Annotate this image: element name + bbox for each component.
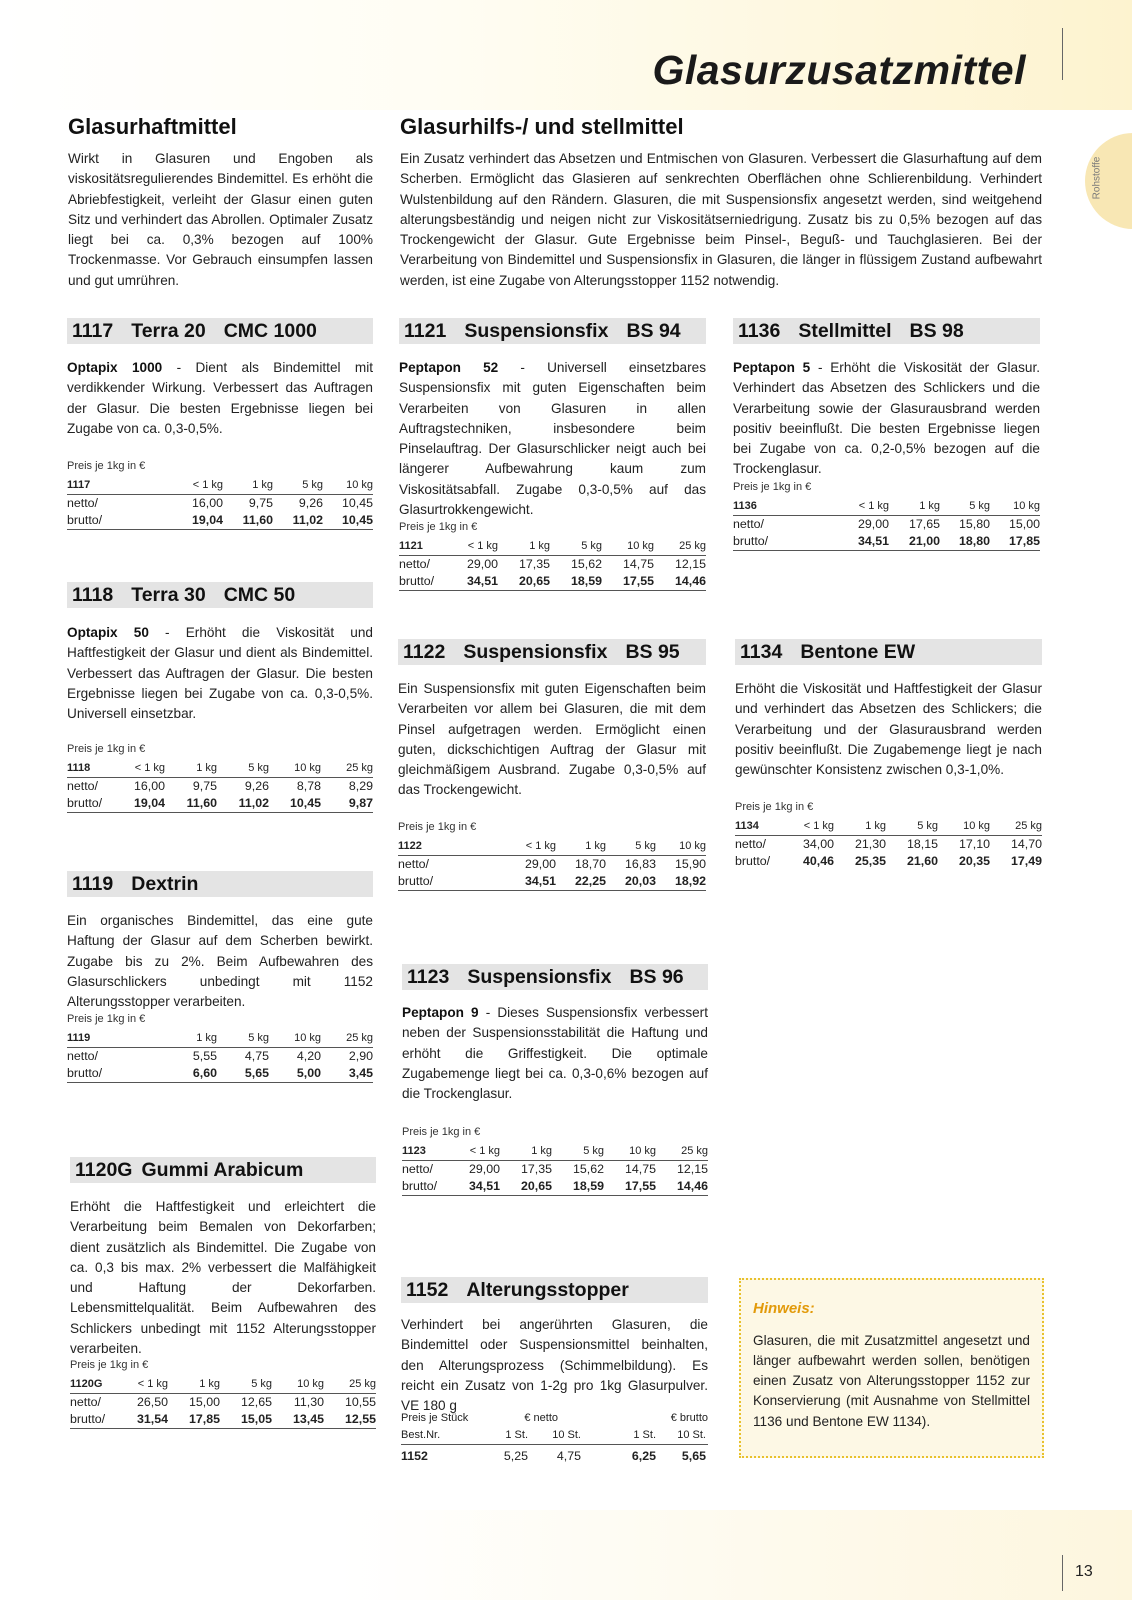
header-cell: < 1 kg — [134, 762, 165, 774]
page-number: 13 — [1075, 1563, 1093, 1580]
price-cell: 11,30 — [293, 1395, 324, 1409]
product-description-1123 — [402, 1003, 708, 1104]
price-cell: 15,62 — [572, 1162, 604, 1176]
price-cell: 26,50 — [136, 1395, 168, 1409]
table-label: 1117 — [67, 479, 91, 491]
header-cell: 25 kg — [346, 762, 373, 774]
netto-row — [398, 856, 706, 873]
price-cell: 9,75 — [192, 779, 217, 793]
price-cell: 14,46 — [674, 574, 706, 588]
price-cell: 34,51 — [524, 874, 556, 888]
price-cell: 21,00 — [908, 534, 940, 548]
netto-label: netto/ — [735, 837, 767, 851]
brutto-label: brutto/ — [67, 796, 103, 810]
table-label: 1123 — [402, 1145, 426, 1157]
product-text: - Erhöht die Viskosität der Glasur. Verhindert das Absetzen des Schlickers und die Verarbeitung sowie der Glasurausbrand werden positiv beeinflußt. Die besten Ergebnisse liegen bei Zugabe von ca. 0,2-0,5% bezogen auf die Trockenglasur. — [733, 360, 1040, 477]
product-name: Suspensionsfix — [463, 641, 608, 663]
price-cell: 18,59 — [570, 574, 602, 588]
header-cell: 5 kg — [302, 479, 323, 491]
price-table-1118 — [67, 741, 373, 813]
brutto-row — [398, 873, 706, 891]
table-label: 1122 — [398, 840, 422, 852]
product-description-1122: Ein Suspensionsfix mit guten Eigenschaften beim Verarbeiten vor allem bei Glasuren, die mit dem Pinsel aufgetragen werden. Ermöglicht einen guten, dickschichtigen Auftrag der Glasur mit gleichmäßigem Ausbrand. Zugabe 0,3-0,5% auf das Trockengewicht. — [398, 681, 706, 798]
brutto-row — [67, 795, 373, 813]
price-cell: 18,70 — [574, 857, 606, 871]
product-number: 1136 — [738, 320, 781, 342]
product-description-1121 — [399, 358, 706, 520]
netto-row — [399, 556, 706, 573]
price-caption: Preis je 1kg in € — [398, 821, 477, 833]
header-cell: 1 St. — [505, 1429, 528, 1441]
netto-caption: € netto — [524, 1412, 558, 1424]
price-cell: 16,83 — [624, 857, 656, 871]
price-cell: 34,51 — [857, 534, 889, 548]
price-cell: 12,55 — [344, 1412, 376, 1426]
header-cell: < 1 kg — [469, 1145, 500, 1157]
price-header-row — [733, 498, 1040, 516]
netto-row — [67, 778, 373, 795]
price-cell: 8,78 — [296, 779, 321, 793]
header-cell: 1 kg — [529, 540, 550, 552]
price-cell: 3,45 — [348, 1066, 373, 1080]
price-table-1117 — [67, 458, 373, 530]
price-cell: 4,75 — [244, 1049, 269, 1063]
brutto-label: brutto/ — [67, 513, 103, 527]
price-cell: 29,00 — [468, 1162, 500, 1176]
price-cell: 16,00 — [191, 496, 223, 510]
netto-label: netto/ — [398, 857, 430, 871]
product-brand: Optapix 1000 — [67, 360, 163, 375]
product-number: 1119 — [72, 873, 114, 895]
price-cell: 13,45 — [292, 1412, 324, 1426]
product-number: 1152 — [406, 1279, 449, 1301]
price-cell: 40,46 — [802, 854, 834, 868]
price-cell: 11,60 — [242, 513, 273, 527]
header-cell: < 1 kg — [858, 500, 889, 512]
header-cell: 10 kg — [679, 840, 706, 852]
price-cell: 17,85 — [1008, 534, 1040, 548]
price-cell: 12,15 — [674, 557, 706, 571]
table-label: 1120G — [70, 1378, 103, 1390]
product-text: - Dieses Suspensionsfix verbessert neben der Suspensionsstabilität die Haftung und erhöht die Griffestigkeit. Die optimale Zugabemenge liegt bei ca. 0,3-0,6% bezogen auf die Trockenglasur. — [402, 1005, 708, 1102]
price-cell: 22,25 — [574, 874, 606, 888]
product-name: Dextrin — [131, 873, 199, 895]
netto-label: netto/ — [67, 779, 99, 793]
product-name: Suspensionsfix — [464, 320, 609, 342]
price-cell: 11,60 — [186, 796, 217, 810]
price-cell: 12,15 — [676, 1162, 708, 1176]
price-cell: 10,55 — [344, 1395, 376, 1409]
price-cell: 9,87 — [348, 796, 373, 810]
price-cell: 17,65 — [908, 517, 940, 531]
price-cell: 34,51 — [466, 574, 498, 588]
product-header-1120g — [70, 1157, 376, 1183]
price-cell: 15,62 — [570, 557, 602, 571]
product-header-1152 — [401, 1277, 708, 1303]
table-label: 1121 — [399, 540, 423, 552]
price-cell: 29,00 — [857, 517, 889, 531]
header-cell: 1 kg — [919, 500, 940, 512]
table-label: 1119 — [67, 1032, 91, 1044]
product-type: CMC 50 — [223, 584, 296, 606]
price-caption: Preis je 1kg in € — [399, 521, 478, 533]
netto-row — [67, 495, 373, 512]
brutto-label: brutto/ — [70, 1412, 106, 1426]
netto-row — [735, 836, 1042, 853]
header-cell: 10 St. — [677, 1429, 706, 1441]
netto-row — [70, 1394, 376, 1411]
product-number: 1117 — [72, 320, 114, 342]
header-cell: 25 kg — [679, 540, 706, 552]
price-caption: Preis je 1kg in € — [67, 1013, 146, 1025]
product-brand: Peptapon 5 — [733, 360, 811, 375]
price-cell: 14,46 — [676, 1179, 708, 1193]
section-text-glasurhilfsmittel: Ein Zusatz verhindert das Absetzen und Entmischen von Glasuren. Verbessert die Glasurhaftung auf dem Scherben. Ermöglicht das Glasieren auf senkrechten Oberflächen ohne Schlierenbildung. Verhindert Wulstenbildung auf den Rändern. Glasuren, die mit Suspensionsfix angesetzt werden, sind weitgehend alterungsbeständig und neigen nicht zur Viskositätserniedrigung. Zusatz bis zu 0,5% bezogen auf das Trockengewicht der Glasur. Gute Ergebnisse beim Pinsel-, Beguß- und Tauchglasieren. Bei der Verarbeitung von Bindemittel und Suspensionsfix in Glasuren, die länger in flüssigem Zustand aufbewahrt werden, ist eine Zugabe von Alterungsstopper 1152 notwendig. — [400, 151, 1042, 288]
product-description-1118 — [67, 623, 373, 724]
header-cell: 1 St. — [633, 1429, 656, 1441]
brutto-label: brutto/ — [733, 534, 769, 548]
price-cell: 15,00 — [188, 1395, 220, 1409]
product-name: Alterungsstopper — [466, 1279, 629, 1301]
product-description-1152: Verhindert bei angerührten Glasuren, die Bindemittel oder Suspensionsmittel beinhalten, den Alterungsprozess (Schimmelbildung). Es reicht ein Zusatz von 1-2g pro 1kg Glasurpulver. VE 180 g — [401, 1317, 708, 1414]
price-table-1152 — [401, 1410, 708, 1465]
title-divider — [1062, 28, 1063, 80]
price-cell: 17,55 — [624, 1179, 656, 1193]
brutto-label: brutto/ — [67, 1066, 103, 1080]
price-cell: 17,35 — [518, 557, 550, 571]
netto-label: netto/ — [67, 496, 99, 510]
header-cell: 1 kg — [531, 1145, 552, 1157]
price-cell: 6,60 — [192, 1066, 217, 1080]
header-cell: 5 kg — [581, 540, 602, 552]
price-caption: Preis je 1kg in € — [735, 801, 814, 813]
table-label: 1134 — [735, 820, 759, 832]
header-cell: 1 kg — [199, 1378, 220, 1390]
header-cell: 5 kg — [248, 1032, 269, 1044]
price-cell: 20,03 — [624, 874, 656, 888]
header-cell: 5 kg — [969, 500, 990, 512]
price-header-row — [398, 838, 706, 856]
header-cell: 25 kg — [681, 1145, 708, 1157]
header-cell: 1 kg — [196, 762, 217, 774]
product-description-1117 — [67, 358, 373, 439]
product-name: Suspensionsfix — [467, 966, 612, 988]
product-name: Bentone EW — [800, 641, 916, 663]
price-table-1122 — [398, 819, 706, 891]
price-cell: 8,29 — [348, 779, 373, 793]
footer-background — [0, 1510, 1132, 1600]
price-header-row — [401, 1427, 708, 1445]
price-cell: 14,75 — [622, 557, 654, 571]
price-cell: 5,25 — [503, 1449, 528, 1463]
price-caption: Preis je 1kg in € — [67, 460, 146, 472]
price-cell: 25,35 — [854, 854, 886, 868]
header-cell: 5 kg — [583, 1145, 604, 1157]
price-cell: 16,00 — [133, 779, 165, 793]
header-cell: 10 kg — [294, 1032, 321, 1044]
header-cell: 10 kg — [963, 820, 990, 832]
price-cell: 21,30 — [854, 837, 886, 851]
price-header-row — [399, 538, 706, 556]
product-text: - Universell einsetzbares Suspensionsfix mit guten Eigenschaften beim Verarbeiten von Glasuren in allen Auftragstechniken, insbesondere beim Pinselauftrag. Der Glasurschlicker neigt auch bei längerer Aufbewahrung kaum zum Viskositätsabfall. Zugabe 0,3-0,5% auf das Glasurtrokkengewicht. — [399, 360, 706, 518]
product-name: Terra 30 — [131, 584, 206, 606]
header-cell: 5 kg — [251, 1378, 272, 1390]
price-cell: 4,20 — [296, 1049, 321, 1063]
netto-label: netto/ — [67, 1049, 99, 1063]
price-cell: 19,04 — [133, 796, 165, 810]
header-cell: 10 kg — [629, 1145, 656, 1157]
brutto-label: brutto/ — [399, 574, 435, 588]
product-type: BS 96 — [629, 966, 684, 988]
page-title: Glasurzusatzmittel — [652, 47, 1026, 93]
header-cell: 1 kg — [196, 1032, 217, 1044]
price-cell: 19,04 — [191, 513, 223, 527]
product-description-1119: Ein organisches Bindemittel, das eine gute Haftung der Glasur auf dem Scherben bewirkt. Zugabe bis zu 2%. Beim Aufbewahren des Glasurschlickers unbedingt mit 1152 Alterungsstopper verarbeiten. — [67, 913, 373, 1010]
header-cell: < 1 kg — [192, 479, 223, 491]
price-cell: 20,65 — [518, 574, 550, 588]
header-cell: < 1 kg — [803, 820, 834, 832]
price-cell: 34,51 — [468, 1179, 500, 1193]
price-cell: 18,80 — [958, 534, 990, 548]
price-cell: 17,85 — [188, 1412, 220, 1426]
price-cell: 5,65 — [681, 1449, 706, 1463]
price-cell: 15,05 — [240, 1412, 272, 1426]
price-cell: 10,45 — [289, 796, 321, 810]
price-cell: 18,59 — [572, 1179, 604, 1193]
netto-label: netto/ — [70, 1395, 102, 1409]
price-cell: 5,55 — [192, 1049, 217, 1063]
price-cell: 9,26 — [298, 496, 323, 510]
product-description-1136 — [733, 358, 1040, 480]
order-number-label: Best.Nr. — [401, 1429, 441, 1441]
header-cell: 5 kg — [917, 820, 938, 832]
header-cell: 5 kg — [248, 762, 269, 774]
product-number: 1121 — [404, 320, 447, 342]
price-cell: 2,90 — [348, 1049, 373, 1063]
brutto-label: brutto/ — [398, 874, 434, 888]
brutto-caption: € brutto — [670, 1412, 708, 1424]
product-number: 1123 — [407, 966, 450, 988]
header-cell: 1 kg — [865, 820, 886, 832]
price-cell: 17,55 — [622, 574, 654, 588]
product-header-1134 — [735, 639, 1042, 665]
product-header-1119 — [67, 871, 373, 897]
price-cell: 4,75 — [556, 1449, 581, 1463]
brutto-row — [399, 573, 706, 591]
table-label: 1118 — [67, 762, 91, 774]
product-number: 1134 — [740, 641, 783, 663]
header-cell: < 1 kg — [137, 1378, 168, 1390]
product-text: - Dient als Bindemittel mit verdikkender Wirkung. Verbessert das Auftragen der Glasur. Die besten Ergebnisse liegen bei Zugabe von ca. 0,3-0,5%. — [67, 360, 374, 436]
price-cell: 17,10 — [958, 837, 990, 851]
brutto-row — [70, 1411, 376, 1429]
section-title-glasurhilfsmittel: Glasurhilfs-/ und stellmittel — [400, 114, 684, 139]
product-name: Gummi Arabicum — [141, 1159, 304, 1181]
header-cell: 1 kg — [585, 840, 606, 852]
price-cell: 17,49 — [1010, 854, 1042, 868]
price-cell: 10,45 — [341, 513, 373, 527]
netto-label: netto/ — [402, 1162, 434, 1176]
product-type: BS 98 — [909, 320, 964, 342]
product-header-1118 — [67, 582, 373, 608]
price-cell: 6,25 — [631, 1449, 656, 1463]
price-table-1119 — [67, 1011, 373, 1083]
netto-row — [67, 1048, 373, 1065]
product-number: 1118 — [72, 584, 114, 606]
price-cell: 9,75 — [248, 496, 273, 510]
header-cell: 10 kg — [627, 540, 654, 552]
price-header-row — [67, 760, 373, 778]
header-cell: 25 kg — [1015, 820, 1042, 832]
brutto-row — [67, 512, 373, 530]
header-cell: < 1 kg — [467, 540, 498, 552]
brutto-label: brutto/ — [402, 1179, 438, 1193]
note-box — [739, 1278, 1044, 1458]
price-table-1121 — [399, 519, 706, 591]
section-title-glasurhaftmittel: Glasurhaftmittel — [68, 114, 237, 139]
price-table-1136 — [733, 479, 1040, 551]
product-name: Stellmittel — [798, 320, 892, 342]
price-cell: 14,75 — [624, 1162, 656, 1176]
price-cell: 9,26 — [244, 779, 269, 793]
price-cell: 11,02 — [238, 796, 269, 810]
product-number: 1120G — [75, 1159, 133, 1181]
header-cell: 5 kg — [635, 840, 656, 852]
price-cell: 11,02 — [292, 513, 323, 527]
table-label: 1136 — [733, 500, 757, 512]
price-cell: 15,00 — [1008, 517, 1040, 531]
price-cell: 5,00 — [296, 1066, 321, 1080]
price-cell: 20,35 — [958, 854, 990, 868]
price-cell: 31,54 — [136, 1412, 168, 1426]
price-cell: 29,00 — [524, 857, 556, 871]
netto-label: netto/ — [399, 557, 431, 571]
price-cell: 5,65 — [244, 1066, 269, 1080]
product-name: Terra 20 — [131, 320, 206, 342]
note-title: Hinweis: — [753, 1300, 815, 1317]
price-header-row — [402, 1143, 708, 1161]
price-table-1123 — [402, 1124, 708, 1196]
price-caption: Preis je 1kg in € — [70, 1359, 149, 1371]
price-caption: Preis je Stück — [401, 1412, 469, 1424]
header-cell: < 1 kg — [525, 840, 556, 852]
product-header-1122 — [398, 639, 706, 665]
note-text: Glasuren, die mit Zusatzmittel angesetzt und länger aufbewahrt werden sollen, benötigen einen Zusatz von Alterungsstopper 1152 zur Konservierung (mit Ausnahme von Stellmittel 1136 und Bentone EW 1134). — [753, 1332, 1030, 1429]
price-cell: 18,92 — [674, 874, 706, 888]
product-brand: Peptapon 9 — [402, 1005, 479, 1020]
header-cell: 10 kg — [294, 762, 321, 774]
header-cell: 25 kg — [349, 1378, 376, 1390]
price-cell: 17,35 — [520, 1162, 552, 1176]
price-header-row — [67, 1030, 373, 1048]
netto-label: netto/ — [733, 517, 765, 531]
product-header-1136 — [733, 318, 1040, 344]
price-caption-row — [401, 1410, 708, 1427]
product-number: 1122 — [403, 641, 446, 663]
price-cell: 15,80 — [958, 517, 990, 531]
product-brand: Optapix 50 — [67, 625, 149, 640]
price-cell: 18,15 — [906, 837, 938, 851]
product-type: CMC 1000 — [223, 320, 317, 342]
section-text-glasurhaftmittel: Wirkt in Glasuren und Engoben als viskositätsregulierendes Bindemittel. Es erhöht die Abriebfestigkeit, verleiht der Glasur einen guten Sitz und verhindert das Abrollen. Optimaler Zusatz liegt bei ca. 0,3% bezogen auf 100% Trockenmasse. Vor Gebrauch einsumpfen lassen und gut umrühren. — [68, 151, 373, 288]
brutto-row — [735, 853, 1042, 870]
price-caption: Preis je 1kg in € — [733, 481, 812, 493]
brutto-row — [67, 1065, 373, 1083]
header-cell: 25 kg — [346, 1032, 373, 1044]
product-brand: Peptapon 52 — [399, 360, 499, 375]
netto-row — [402, 1161, 708, 1178]
product-description-1120g: Erhöht die Haftfestigkeit und erleichtert die Verarbeitung beim Bemalen von Dekorfarben; dient zusätzlich als Bindemittel. Die Zugabe von ca. 0,3 bis max. 2% verbessert die Malfähigkeit und Haftung der Dekorfarben. Lebensmittelqualität. Beim Aufbewahren des Schlickers unbedingt mit 1152 Alterungsstopper verarbeiten. — [70, 1199, 376, 1357]
price-caption: Preis je 1kg in € — [402, 1126, 481, 1138]
header-cell: 10 St. — [552, 1429, 581, 1441]
brutto-row — [733, 533, 1040, 551]
header-cell: 1 kg — [252, 479, 273, 491]
product-type: BS 95 — [625, 641, 680, 663]
price-cell: 12,65 — [240, 1395, 272, 1409]
product-type: BS 94 — [626, 320, 681, 342]
product-text: - Erhöht die Viskosität und Haftfestigkeit der Glasur und dient als Bindemittel. Verbessert das Auftragen der Glasur. Die besten Ergebnisse liegen bei Zugabe von ca. 0,3-0,5%. Universell einsetzbar. — [67, 625, 373, 722]
price-caption: Preis je 1kg in € — [67, 743, 146, 755]
price-cell: 14,70 — [1010, 837, 1042, 851]
product-description-1134: Erhöht die Viskosität und Haftfestigkeit der Glasur und verhindert das Absetzen des Schlickers; die Verarbeitung und der Glasurausbrand werden positiv beeinflußt. Die Zugabemenge liegt je nach gewünschter Konsistenz zwischen 0,3-1,0%. — [735, 681, 1042, 778]
price-header-row — [735, 818, 1042, 836]
price-table-1120g — [70, 1357, 376, 1429]
price-cell: 34,00 — [802, 837, 834, 851]
price-cell: 20,65 — [520, 1179, 552, 1193]
product-header-1121 — [399, 318, 706, 344]
price-cell: 29,00 — [466, 557, 498, 571]
header-cell: 10 kg — [1013, 500, 1040, 512]
price-header-row — [70, 1376, 376, 1394]
section-tab-label: Rohstoffe — [1091, 156, 1103, 200]
brutto-label: brutto/ — [735, 854, 771, 868]
header-cell: 10 kg — [346, 479, 373, 491]
price-table-1134 — [735, 799, 1042, 870]
price-header-row — [67, 477, 373, 495]
brutto-row — [402, 1178, 708, 1196]
header-cell: 10 kg — [297, 1378, 324, 1390]
page-number-divider — [1062, 1555, 1063, 1591]
order-number: 1152 — [401, 1449, 428, 1463]
product-header-1117 — [67, 318, 373, 344]
netto-row — [733, 516, 1040, 533]
price-cell: 15,90 — [674, 857, 706, 871]
price-row — [401, 1448, 708, 1465]
price-cell: 10,45 — [341, 496, 373, 510]
price-cell: 21,60 — [906, 854, 938, 868]
product-header-1123 — [402, 964, 708, 990]
